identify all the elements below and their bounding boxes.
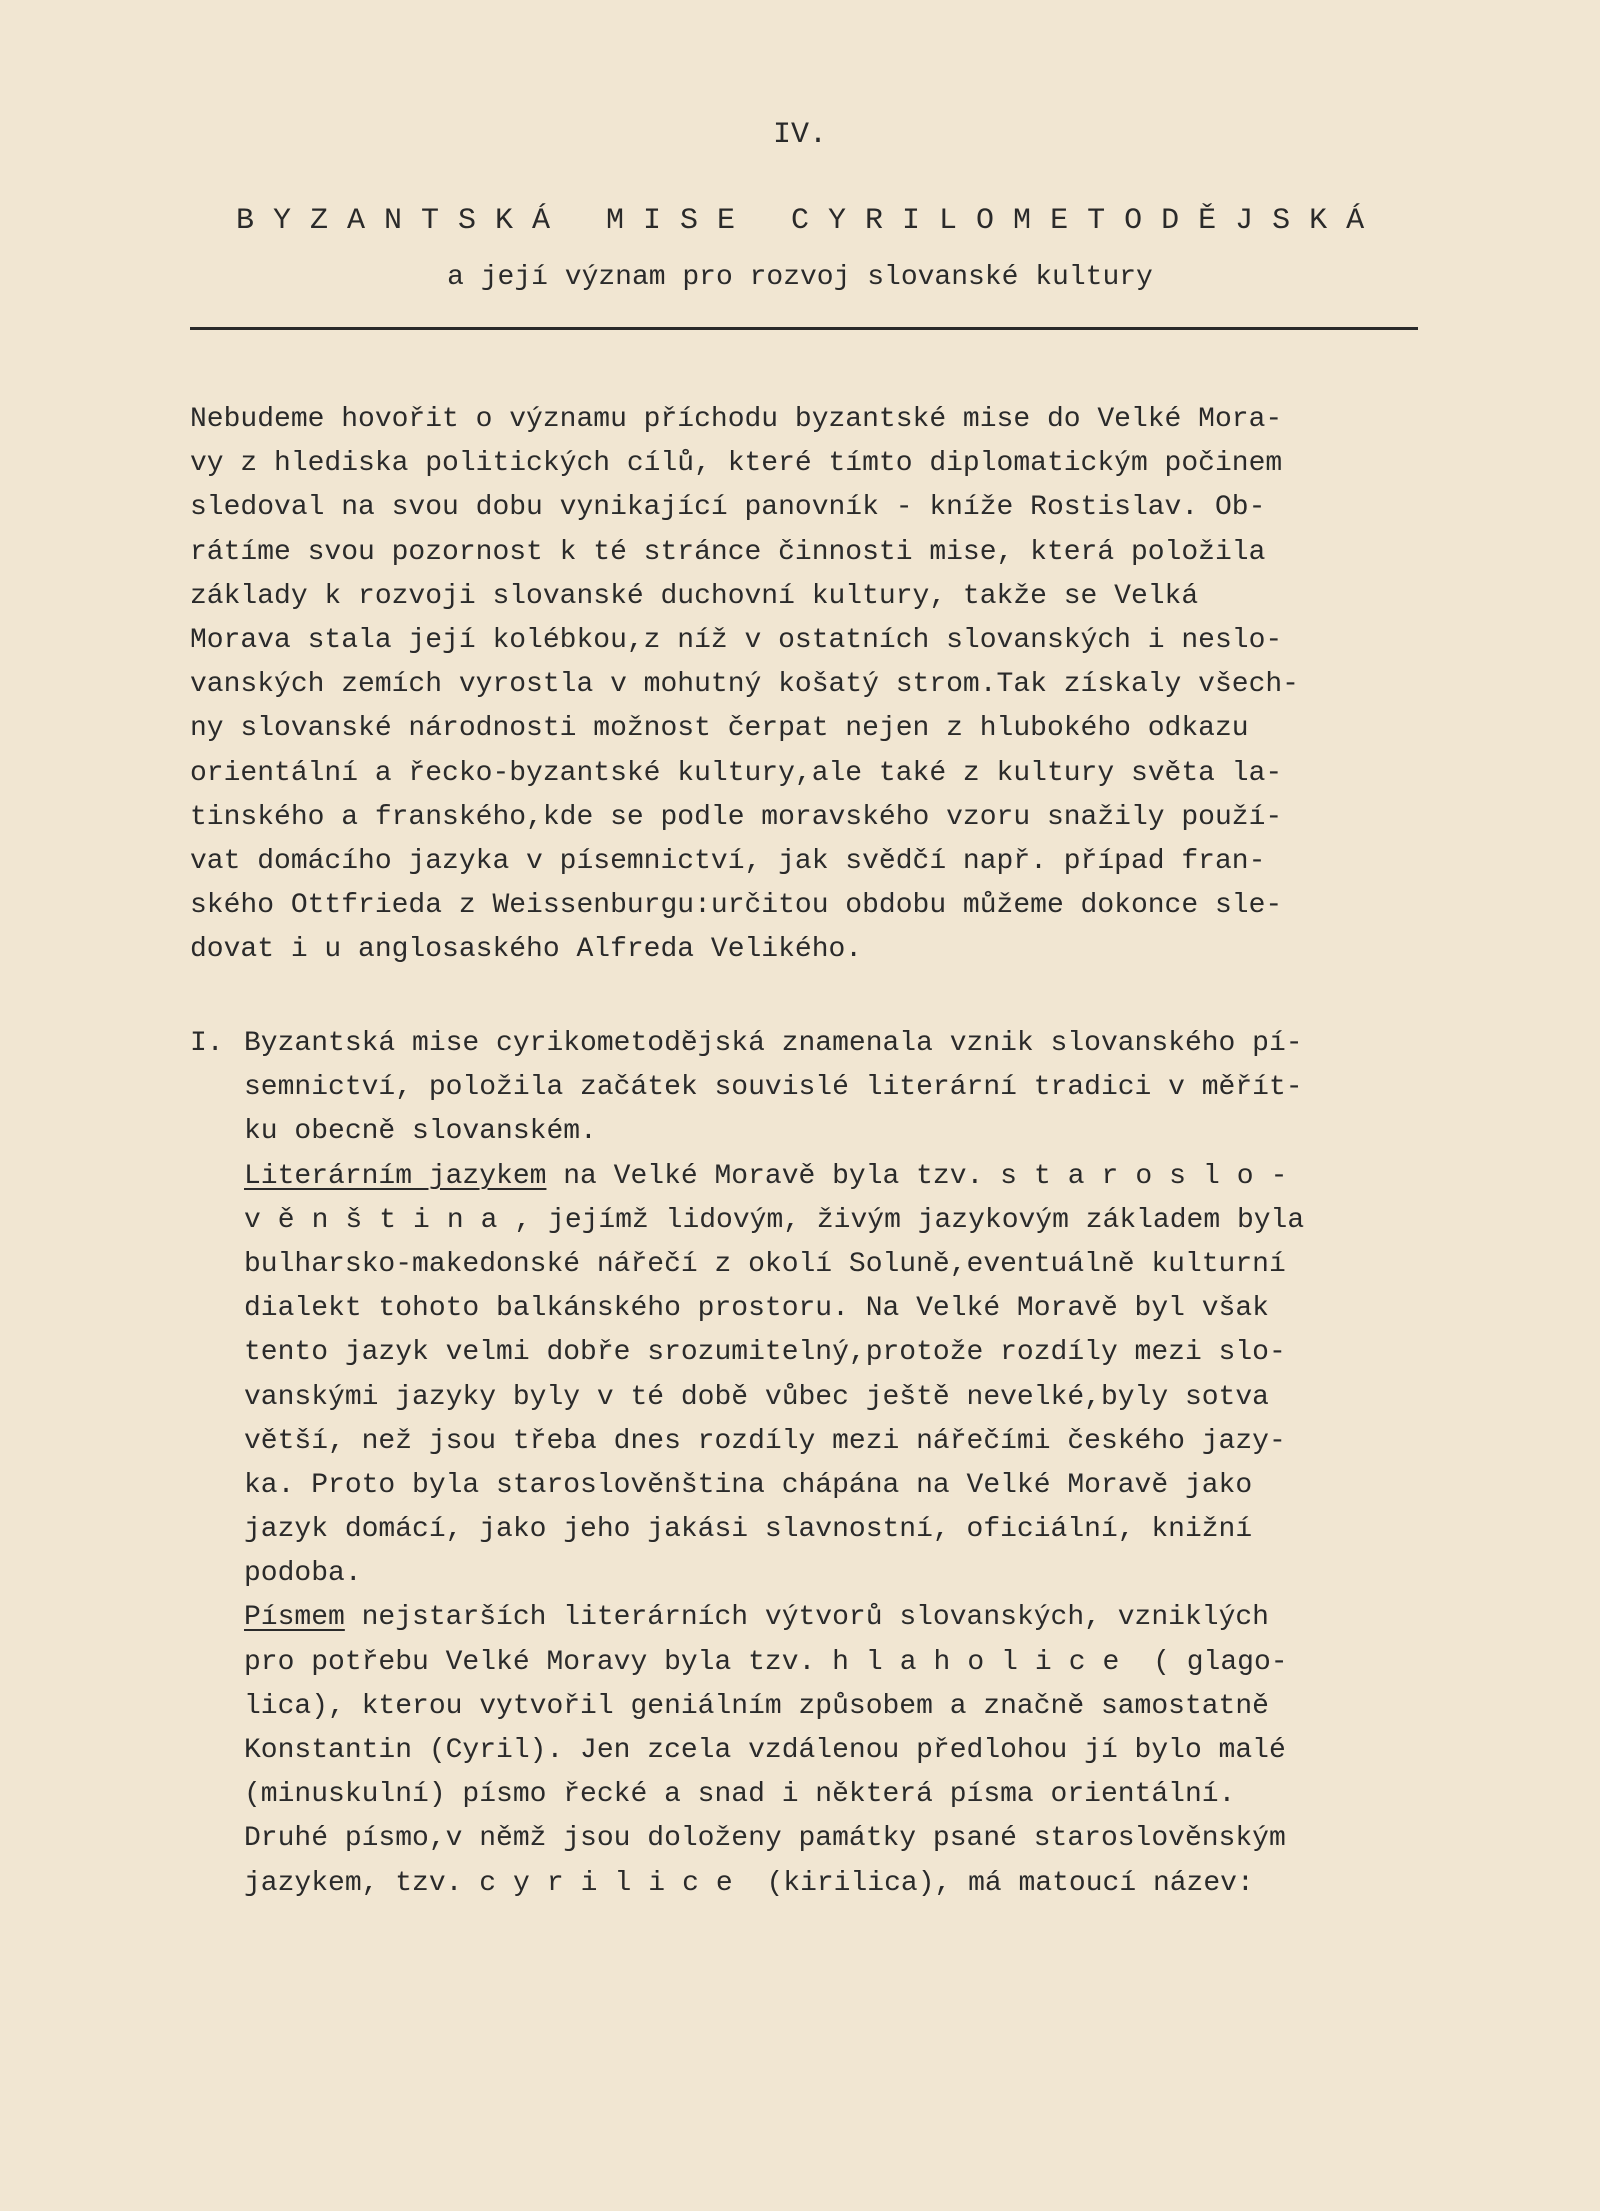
section-i xyxy=(190,1022,1426,1906)
text-line: ka. Proto byla staroslověnština chápána na Velké Moravě jako xyxy=(244,1469,1253,1501)
text-line: podoba. xyxy=(244,1558,362,1590)
spaced-term: hlaholice xyxy=(832,1646,1137,1678)
text-line: větší, než jsou třeba dnes rozdíly mezi nářečími českého jazy- xyxy=(244,1425,1286,1457)
text-line: vat domácího jazyka v písemnictví, jak svědčí např. případ fran- xyxy=(190,845,1266,877)
section-number: I. xyxy=(190,1028,224,1059)
text-line: I. Byzantská mise cyrikometodějská znamenala vznik slovanského pí- xyxy=(190,1022,1426,1066)
underlined-term-script: Písmem xyxy=(244,1602,345,1634)
text-line: dovat i u anglosaského Alfreda Velikého. xyxy=(190,934,863,966)
text-line: Písmem nejstarších literárních výtvorů slovanských, vzniklých xyxy=(244,1602,1269,1634)
text-line: ny slovanské národnosti možnost čerpat nejen z hlubokého odkazu xyxy=(190,713,1249,745)
text-line: Literárním jazykem na Velké Moravě byla tzv. staroslo- xyxy=(244,1160,1305,1192)
spaced-term: cyrilice xyxy=(479,1867,750,1899)
text-line: bulharsko-makedonské nářečí z okolí Soluně,eventuálně kulturní xyxy=(244,1248,1286,1280)
text-line: jazyk domácí, jako jeho jakási slavnostní, oficiální, knižní xyxy=(244,1514,1253,1546)
text-line: semnictví, položila začátek souvislé literární tradici v měřít- xyxy=(244,1072,1303,1104)
text-line: ského Ottfrieda z Weissenburgu:určitou obdobu můžeme dokonce sle- xyxy=(190,890,1283,922)
text-line: lica), kterou vytvořil geniálním způsobem a značně samostatně xyxy=(244,1690,1269,1722)
chapter-title: BYZANTSKÁ MISE CYRILOMETODĚJSKÁ xyxy=(236,204,1384,238)
intro-paragraph xyxy=(190,398,1426,972)
text-line: sledoval na svou dobu vynikající panovník - kníže Rostislav. Ob- xyxy=(190,492,1266,524)
text-line: Nebudeme hovořit o významu příchodu byzantské mise do Velké Mora- xyxy=(190,404,1283,435)
text-line: základy k rozvoji slovanské duchovní kultury, takže se Velká xyxy=(190,580,1199,612)
spaced-term: staroslo- xyxy=(1000,1160,1305,1192)
text-line: (minuskulní) písmo řecké a snad i některá písma orientální. xyxy=(244,1779,1236,1811)
chapter-number: IV. xyxy=(772,118,827,152)
text-line: rátíme svou pozornost k té stránce činnosti mise, která položila xyxy=(190,536,1266,568)
text-line: tinského a franského,kde se podle moravského vzoru snažily použí- xyxy=(190,801,1283,833)
text-line: jazykem, tzv. cyrilice (kirilica), má matoucí název: xyxy=(244,1867,1254,1899)
text-line: věnština, jejímž lidovým, živým jazykovým základem byla xyxy=(244,1204,1305,1236)
spaced-term: věnština xyxy=(244,1204,515,1236)
text-line: orientální a řecko-byzantské kultury,ale také z kultury světa la- xyxy=(190,757,1283,789)
text-line: vy z hlediska politických cílů, které tímto diplomatickým počinem xyxy=(190,448,1283,480)
text-line: Konstantin (Cyril). Jen zcela vzdálenou předlohou jí bylo malé xyxy=(244,1735,1286,1766)
underlined-term-literary-language: Literárním jazykem xyxy=(244,1160,547,1192)
text-line: tento jazyk velmi dobře srozumitelný,protože rozdíly mezi slo- xyxy=(244,1337,1286,1369)
text-line: Druhé písmo,v němž jsou doloženy památky psané staroslověnským xyxy=(244,1823,1286,1855)
text-line: vanských zemích vyrostla v mohutný košatý strom.Tak získaly všech- xyxy=(190,669,1299,701)
title-divider xyxy=(190,327,1418,330)
text-line: pro potřebu Velké Moravy byla tzv. hlaholice ( glago- xyxy=(244,1646,1288,1678)
chapter-subtitle: a její význam pro rozvoj slovanské kultury xyxy=(447,262,1153,293)
text-line: Morava stala její kolébkou,z níž v ostatních slovanských i neslo- xyxy=(190,624,1283,656)
text-line: dialekt tohoto balkánského prostoru. Na Velké Moravě byl však xyxy=(244,1293,1269,1325)
text-line: ku obecně slovanském. xyxy=(244,1116,597,1148)
text-line: vanskými jazyky byly v té době vůbec ještě nevelké,byly sotva xyxy=(244,1381,1269,1413)
